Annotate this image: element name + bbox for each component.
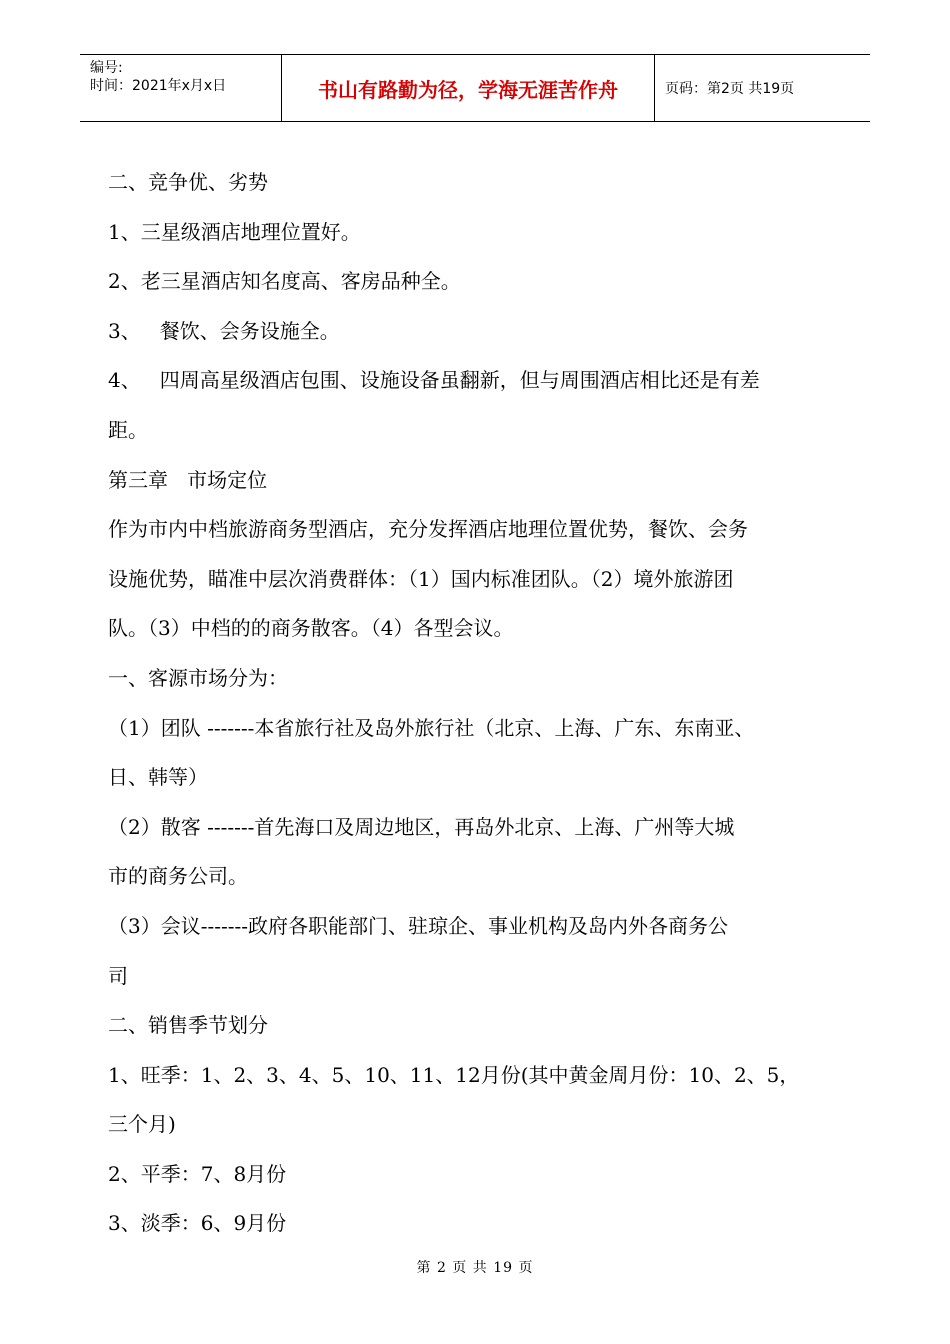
body-line: 距。: [108, 417, 148, 442]
document-body: [108, 158, 848, 1249]
body-line: 设施优势，瞄准中层次消费群体：（1）国内标准团队。（2）境外旅游团: [108, 566, 734, 591]
body-line: 3、 餐饮、会务设施全。: [108, 318, 340, 343]
body-line: 三个月): [108, 1112, 176, 1137]
body-line: 1、旺季：1、2、3、4、5、10、11、12月份(其中黄金周月份：10、2、5，: [108, 1062, 800, 1087]
page-header: [80, 54, 870, 122]
body-line: （2）散客 -------首先海口及周边地区，再岛外北京、上海、广州等大城: [108, 814, 735, 839]
body-line: 作为市内中档旅游商务型酒店，充分发挥酒店地理位置优势，餐饮、会务: [108, 517, 748, 542]
body-line: 司: [108, 963, 128, 988]
body-line: 3、淡季：6、9月份: [108, 1211, 287, 1236]
body-line: 2、平季：7、8月份: [108, 1161, 287, 1186]
body-line: 队。（3）中档的的商务散客。（4）各型会议。: [108, 616, 514, 641]
body-line: 1、三星级酒店地理位置好。: [108, 219, 361, 244]
section-heading: 二、销售季节划分: [108, 1013, 268, 1038]
body-line: 市的商务公司。: [108, 864, 248, 889]
page-footer: 第 2 页 共 19 页: [416, 1260, 534, 1276]
section-heading: 二、竞争优、劣势: [108, 170, 268, 194]
section-heading: 一、客源市场分为：: [108, 665, 288, 690]
body-line: （3）会议-------政府各职能部门、驻琼企、事业机构及岛内外各商务公: [108, 913, 729, 938]
body-line: 2、老三星酒店知名度高、客房品种全。: [108, 269, 461, 294]
header-meta: [80, 55, 281, 121]
body-line: （1）团队 -------本省旅行社及岛外旅行社（北京、上海、广东、东南亚、: [108, 715, 755, 740]
header-page-info: 页码：第2页 共19页: [665, 81, 795, 97]
body-line: 日、韩等）: [108, 765, 208, 790]
date-label: 时间：2021年x月x日: [90, 78, 227, 94]
body-line: 4、 四周高星级酒店包围、设施设备虽翻新，但与周围酒店相比还是有差: [108, 368, 760, 393]
chapter-heading: 第三章 市场定位: [108, 467, 268, 492]
header-motto: 书山有路勤为径，学海无涯苦作舟: [281, 55, 655, 121]
serial-number-label: 编号:: [90, 60, 123, 76]
